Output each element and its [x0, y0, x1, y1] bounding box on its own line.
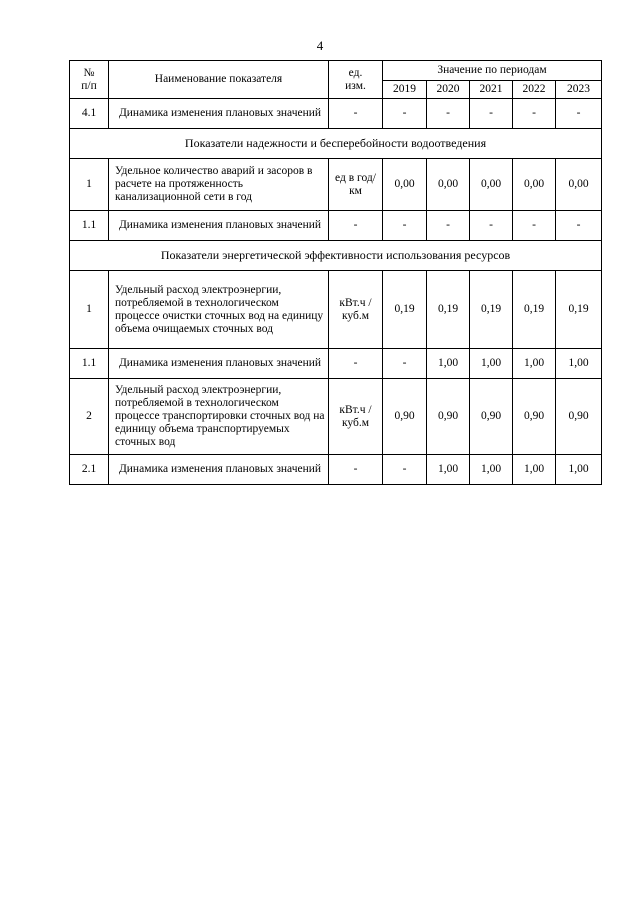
period-value: 0,90	[470, 379, 513, 455]
period-value: -	[556, 99, 602, 129]
period-value: 0,90	[383, 379, 427, 455]
period-value: -	[383, 349, 427, 379]
table-row	[70, 455, 602, 485]
header-periods-title: Значение по периодам	[383, 61, 602, 81]
row-number: 2	[70, 379, 109, 455]
header-year: 2020	[427, 81, 470, 99]
header-name: Наименование показателя	[109, 61, 329, 99]
period-value: 0,19	[383, 271, 427, 349]
table-body	[70, 61, 602, 485]
period-value: 0,19	[513, 271, 556, 349]
section-title: Показатели энергетической эффективности использования ресурсов	[70, 241, 602, 271]
period-value: -	[556, 211, 602, 241]
table-row	[70, 271, 602, 349]
period-value: -	[427, 99, 470, 129]
row-number: 1	[70, 271, 109, 349]
period-value: 1,00	[513, 455, 556, 485]
indicator-name: Удельное количество аварий и засоров в расчете на протяженность канализационной сети в год	[109, 159, 329, 211]
period-value: -	[383, 211, 427, 241]
indicator-name: Удельный расход электроэнергии, потребляемой в технологическом процессе транспортировки сточных вод на единицу объема транспортируемых сточных вод	[109, 379, 329, 455]
indicators-table	[69, 60, 602, 485]
table-row	[70, 379, 602, 455]
period-value: 0,19	[470, 271, 513, 349]
header-year: 2023	[556, 81, 602, 99]
period-value: 0,19	[427, 271, 470, 349]
period-value: 0,00	[513, 159, 556, 211]
unit: -	[329, 349, 383, 379]
period-value: 1,00	[513, 349, 556, 379]
section-row	[70, 129, 602, 159]
table-row	[70, 211, 602, 241]
period-value: -	[513, 211, 556, 241]
table-row	[70, 159, 602, 211]
period-value: 1,00	[470, 349, 513, 379]
header-year: 2022	[513, 81, 556, 99]
row-number: 2.1	[70, 455, 109, 485]
period-value: 0,19	[556, 271, 602, 349]
period-value: 1,00	[556, 349, 602, 379]
period-value: 0,90	[556, 379, 602, 455]
period-value: 0,90	[513, 379, 556, 455]
period-value: 0,00	[556, 159, 602, 211]
header-year: 2019	[383, 81, 427, 99]
table-row	[70, 99, 602, 129]
unit: -	[329, 455, 383, 485]
unit: ед в год/ км	[329, 159, 383, 211]
row-number: 1	[70, 159, 109, 211]
period-value: 0,00	[383, 159, 427, 211]
header-row	[70, 61, 602, 81]
unit: кВт.ч / куб.м	[329, 379, 383, 455]
period-value: 1,00	[427, 455, 470, 485]
indicator-name: Динамика изменения плановых значений	[109, 99, 329, 129]
table-row	[70, 349, 602, 379]
row-number: 1.1	[70, 349, 109, 379]
period-value: 1,00	[470, 455, 513, 485]
period-value: 1,00	[427, 349, 470, 379]
unit: -	[329, 99, 383, 129]
indicator-name: Динамика изменения плановых значений	[109, 211, 329, 241]
indicator-name: Динамика изменения плановых значений	[109, 349, 329, 379]
period-value: -	[427, 211, 470, 241]
period-value: 0,00	[427, 159, 470, 211]
indicator-name: Удельный расход электроэнергии, потребляемой в технологическом процессе очистки сточных вод на единицу объема очищаемых сточных вод	[109, 271, 329, 349]
period-value: -	[383, 99, 427, 129]
section-row	[70, 241, 602, 271]
period-value: -	[383, 455, 427, 485]
period-value: 0,90	[427, 379, 470, 455]
period-value: 1,00	[556, 455, 602, 485]
header-unit: ед. изм.	[329, 61, 383, 99]
header-num: № п/п	[70, 61, 109, 99]
unit: кВт.ч / куб.м	[329, 271, 383, 349]
period-value: -	[470, 99, 513, 129]
period-value: -	[470, 211, 513, 241]
section-title: Показатели надежности и бесперебойности водоотведения	[70, 129, 602, 159]
row-number: 1.1	[70, 211, 109, 241]
period-value: 0,00	[470, 159, 513, 211]
indicator-name: Динамика изменения плановых значений	[109, 455, 329, 485]
page-number: 4	[316, 38, 324, 53]
period-value: -	[513, 99, 556, 129]
header-year: 2021	[470, 81, 513, 99]
unit: -	[329, 211, 383, 241]
row-number: 4.1	[70, 99, 109, 129]
